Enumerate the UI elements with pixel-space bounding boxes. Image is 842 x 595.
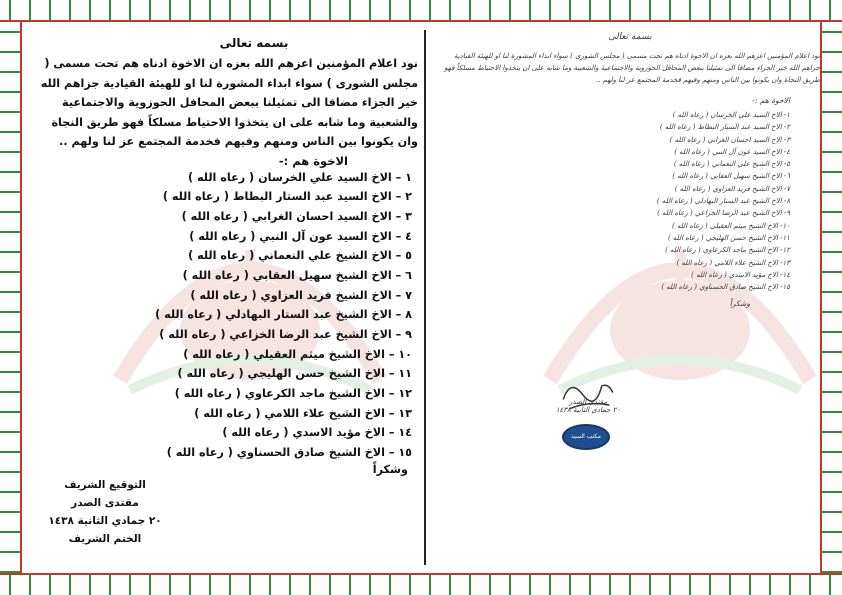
list-item: ١٢- الاخ الشيخ ماجد الكرعاوي ( رعاه الله ) [665, 246, 790, 255]
typed-transcription [30, 36, 418, 476]
signature-date: ٢٠ جمادي الثانية ١٤٣٨ [48, 515, 162, 527]
list-item: ١٣- الاخ الشيخ علاء اللامي ( رعاه الله ) [676, 258, 790, 267]
scan-signature-name: مقتدى الصدر [569, 398, 607, 406]
scan-signature-date: ٢٠ جمادي الثانية ١٤٣٨ [555, 406, 621, 414]
list-item: ٩ – الاخ الشيخ عبد الرضا الخزاعي ( رعاه الله ) [159, 328, 412, 341]
scan-member-list [440, 109, 790, 293]
official-stamp: مكتب السيد الشهيد [562, 424, 610, 450]
scan-ikhwa-label: الاخوة هم :- [752, 96, 790, 105]
scan-bismillah: بسمه تعالى [608, 32, 652, 42]
scan-thanks: وشكراً [729, 299, 750, 309]
seal-label: الختم الشريف [68, 533, 142, 545]
list-item: ١٤ – الاخ مؤيد الاسدي ( رعاه الله ) [222, 426, 412, 440]
signature-name: مقتدى الصدر [71, 497, 139, 509]
list-item: ٧ – الاخ الشيخ فريد العزاوي ( رعاه الله ) [190, 288, 412, 302]
list-item: ٤ – الاخ السيد عون آل النبي ( رعاه الله ) [189, 229, 412, 243]
list-item: ٥ – الاخ الشيخ علي النعماني ( رعاه الله ) [188, 249, 412, 263]
list-item: ١٠ – الاخ الشيخ ميثم العقيلي ( رعاه الله ) [183, 347, 412, 361]
list-item: ٢ – الاخ السيد عبد الستار البطاط ( رعاه الله ) [162, 190, 412, 204]
list-item: ٦- الاخ الشيخ سهيل العقابي ( رعاه الله ) [672, 172, 790, 181]
typed-member-list [30, 168, 412, 463]
border-right [820, 22, 842, 573]
list-item: ٩- الاخ الشيخ عبد الرضا الخزاعي ( رعاه الله ) [657, 209, 790, 218]
border-top [0, 0, 842, 22]
list-item: ١٠- الاخ الشيخ ميثم العقيلي ( رعاه الله ) [672, 221, 790, 230]
list-item: ٣ – الاخ السيد احسان الغرابي ( رعاه الله ) [181, 209, 412, 223]
list-item: ١١ – الاخ الشيخ حسن الهليجي ( رعاه الله ) [177, 367, 412, 381]
list-item: ١٢ – الاخ الشيخ ماجد الكرعاوي ( رعاه الله ) [174, 387, 412, 401]
signature-label: التوقيع الشريف [64, 479, 146, 491]
list-item: ٦ – الاخ الشيخ سهيل العقابي ( رعاه الله ) [182, 268, 412, 282]
border-left [0, 22, 22, 573]
typed-bismillah: بسمه تعالى [219, 36, 289, 50]
list-item: ٨ – الاخ الشيخ عبد الستار البهادلي ( رعاه الله ) [155, 308, 412, 322]
typed-thanks: وشكراً [372, 462, 408, 476]
list-item: ١٥- الاخ الشيخ صادق الحسناوي ( رعاه الله ) [661, 283, 790, 292]
list-item: ١٣ – الاخ الشيخ علاء اللامي ( رعاه الله ) [194, 406, 412, 420]
list-item: ١ – الاخ السيد علي الخرسان ( رعاه الله ) [187, 170, 412, 184]
list-item: ١٤- الاخ مؤيد الاسدي ( رعاه الله ) [691, 270, 790, 279]
list-item: ١٥ – الاخ الشيخ صادق الحسناوي ( رعاه الله ) [166, 446, 412, 460]
column-divider [424, 30, 426, 565]
list-item: ١١- الاخ الشيخ حسن الهليجي ( رعاه الله ) [667, 233, 790, 242]
typed-intro: نود اعلام المؤمنين اعزهم الله بعزه ان الاخوة ادناه هم تحت مسمى ( مجلس الشورى ) سواء ابداء المشورة لنا او للهيئة القيادية جزاهم الله خير الجزاء مضافا الى تمثيلنا ببعض المحافل الحوزوية والاجتماعية والشعبية وما شابه على ان يتخذوا الاحتياط مسلكاً فهو طريق النجاة وان يكونوا بين الناس ومنهم وفيهم فخدمة المجتمع عز لنا ولهم .. [40, 57, 418, 148]
list-item: ١- الاخ السيد علي الخرسان ( رعاه الله ) [672, 111, 790, 119]
list-item: ٣- الاخ السيد احسان الغرابي ( رعاه الله ) [669, 135, 790, 144]
scan-signature-text [548, 398, 628, 414]
handwritten-signature-icon [554, 362, 622, 430]
typed-ikhwa-label: الاخوة هم :- [278, 153, 348, 168]
list-item: ٧- الاخ الشيخ فريد العزاوي ( رعاه الله ) [674, 184, 790, 193]
list-item: ٢- الاخ السيد عبد الستار البطاط ( رعاه الله ) [659, 123, 790, 132]
scanned-original [440, 30, 820, 550]
border-bottom [0, 573, 842, 595]
list-item: ٤- الاخ السيد عون آل النبي ( رعاه الله ) [674, 147, 790, 156]
list-item: ٨- الاخ الشيخ عبد الستار البهادلي ( رعاه الله ) [656, 197, 790, 206]
list-item: ٥- الاخ الشيخ علي النعماني ( رعاه الله ) [673, 160, 790, 169]
signature-block [40, 476, 170, 548]
scan-intro: نود اعلام المؤمنين اعزهم الله بعزه ان الاخوة ادناه هم تحت مسمى ( مجلس الشورى ) سواء ابداء المشورة لنا او للهيئة القيادية جزاهم الله خير الجزاء مضافا الى تمثيلنا ببعض المحافل الحوزوية والاجتماعية والشعبية وما شابه على ان يتخذوا الاحتياط مسلكاً فهو طريق النجاة وان يكونوا بين الناس ومنهم وفيهم فخدمة المجتمع عز لنا ولهم .. [444, 52, 820, 84]
